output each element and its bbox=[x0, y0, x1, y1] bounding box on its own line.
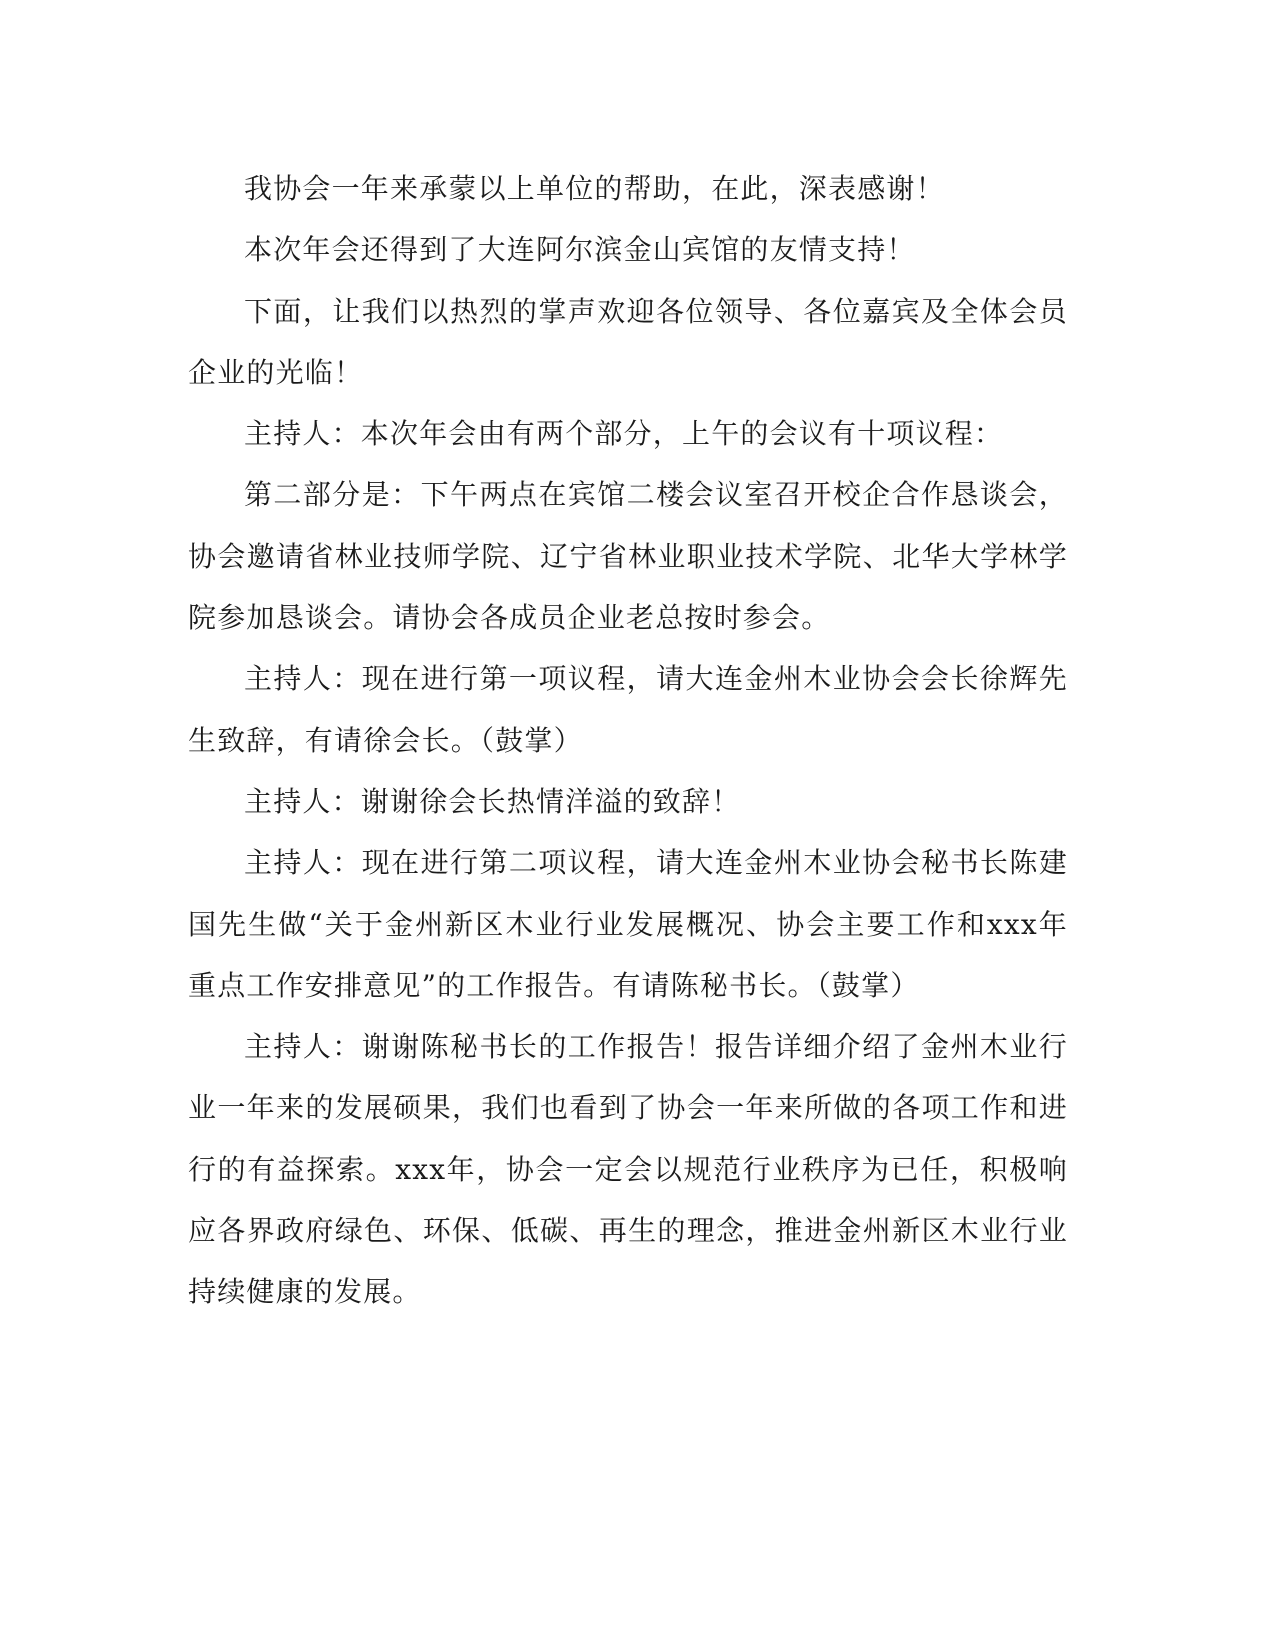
document-body bbox=[188, 158, 1068, 1323]
paragraph-thanks-secretary: 主持人：谢谢陈秘书长的工作报告！报告详细介绍了金州木业行业一年来的发展硕果，我们也看到了协会一年来所做的各项工作和进行的有益探索。xxx年，协会一定会以规范行业秩序为已任，积极响应各界政府绿色、环保、低碳、再生的理念，推进金州新区木业行业持续健康的发展。 bbox=[188, 1030, 1068, 1309]
paragraph-hotel-support: 本次年会还得到了大连阿尔滨金山宾馆的友情支持！ bbox=[244, 233, 916, 267]
paragraph-agenda-intro: 主持人：本次年会由有两个部分，上午的会议有十项议程： bbox=[244, 417, 1004, 451]
paragraph-thanks: 我协会一年来承蒙以上单位的帮助，在此，深表感谢！ bbox=[244, 172, 945, 205]
paragraph-thanks-president: 主持人：谢谢徐会长热情洋溢的致辞！ bbox=[244, 784, 741, 818]
paragraph-second-item: 主持人：现在进行第二项议程，请大连金州木业协会秘书长陈建国先生做“关于金州新区木业行业发展概况、协会主要工作和xxx年重点工作安排意见”的工作报告。有请陈秘书长。（鼓掌） bbox=[188, 846, 1068, 1002]
paragraph-welcome: 下面，让我们以热烈的掌声欢迎各位领导、各位嘉宾及全体会员企业的光临！ bbox=[188, 294, 1068, 389]
paragraph-first-item: 主持人：现在进行第一项议程，请大连金州木业协会会长徐辉先生致辞，有请徐会长。（鼓掌） bbox=[188, 662, 1068, 757]
paragraph-second-part: 第二部分是：下午两点在宾馆二楼会议室召开校企合作恳谈会，协会邀请省林业技师学院、辽宁省林业职业技术学院、北华大学林学院参加恳谈会。请协会各成员企业老总按时参会。 bbox=[188, 478, 1068, 635]
